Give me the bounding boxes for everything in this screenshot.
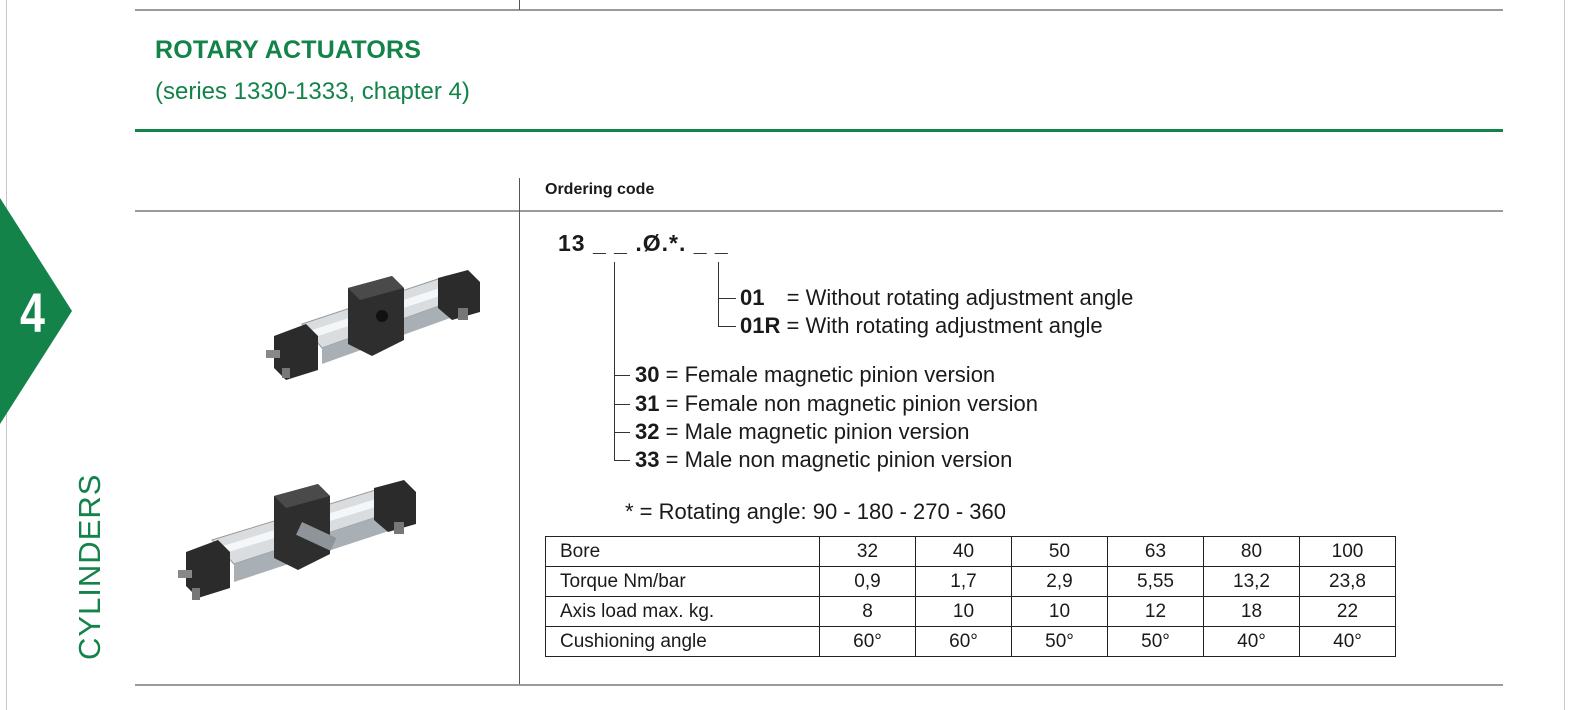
suffix-code: 01R [740,313,781,338]
table-cell: 10 [1012,597,1108,627]
series-tick-30 [614,375,630,376]
table-row [546,567,1396,597]
table-cell: 18 [1204,597,1300,627]
suffix-option [740,285,1133,311]
series-option [635,362,995,388]
table-cell: 8 [820,597,916,627]
table-cell: 50 [1012,537,1108,567]
series-description: = Male magnetic pinion version [665,419,970,444]
series-tick-31 [614,404,630,405]
section-rule [135,210,1503,212]
section-label: CYLINDERS [72,473,107,660]
series-description: = Female non magnetic pinion version [665,391,1038,416]
header-rule [135,129,1503,132]
row-label: Bore [546,537,820,567]
top-column-divider [519,0,520,10]
table-cell: 80 [1204,537,1300,567]
row-label: Cushioning angle [546,627,820,657]
ordering-code-heading: Ordering code [545,181,655,198]
table-cell: 1,7 [916,567,1012,597]
rotary-actuator-female-pinion [262,268,487,384]
suffix-tick-01 [718,298,736,299]
table-cell: 0,9 [820,567,916,597]
table-cell: 12 [1108,597,1204,627]
rotary-actuator-male-pinion [178,478,426,604]
table-cell: 22 [1300,597,1396,627]
table-cell: 2,9 [1012,567,1108,597]
table-cell: 10 [916,597,1012,627]
series-tick-33 [614,460,630,461]
row-label: Torque Nm/bar [546,567,820,597]
rotating-angle-note: * = Rotating angle: 90 - 180 - 270 - 360 [625,499,1006,524]
series-option [635,419,970,445]
series-tick-32 [614,432,630,433]
suffix-code: 01 [740,285,765,310]
table-row [546,597,1396,627]
page-title: ROTARY ACTUATORS [155,36,422,64]
table-row [546,537,1396,567]
series-code: 31 [635,391,660,416]
table-cell: 5,55 [1108,567,1204,597]
suffix-tick-01r [718,326,736,327]
series-option [635,391,1038,417]
table-cell: 50° [1108,627,1204,657]
series-code: 32 [635,419,660,444]
table-cell: 50° [1012,627,1108,657]
spec-table [545,536,1396,657]
table-cell: 40 [916,537,1012,567]
table-cell: 60° [916,627,1012,657]
suffix-description: = Without rotating adjustment angle [786,285,1134,310]
series-bracket [614,262,615,460]
table-cell: 13,2 [1204,567,1300,597]
suffix-description: = With rotating adjustment angle [786,313,1103,338]
page-subtitle: (series 1330-1333, chapter 4) [155,78,470,105]
suffix-bracket [718,262,719,326]
table-cell: 32 [820,537,916,567]
table-cell: 63 [1108,537,1204,567]
series-code: 33 [635,447,660,472]
series-code: 30 [635,362,660,387]
chapter-number: 4 [20,281,45,344]
suffix-option [740,313,1103,339]
row-label: Axis load max. kg. [546,597,820,627]
table-cell: 100 [1300,537,1396,567]
top-rule [135,9,1503,11]
table-cell: 23,8 [1300,567,1396,597]
page-border-right [1564,0,1565,710]
series-description: = Female magnetic pinion version [665,362,996,387]
table-row [546,627,1396,657]
ordering-code-pattern: 13 _ _ .Ø.*. _ _ [558,230,729,256]
column-divider [519,178,520,686]
bottom-rule [135,684,1503,686]
table-cell: 40° [1300,627,1396,657]
table-cell: 60° [820,627,916,657]
series-option [635,447,1012,473]
series-description: = Male non magnetic pinion version [665,447,1013,472]
table-cell: 40° [1204,627,1300,657]
